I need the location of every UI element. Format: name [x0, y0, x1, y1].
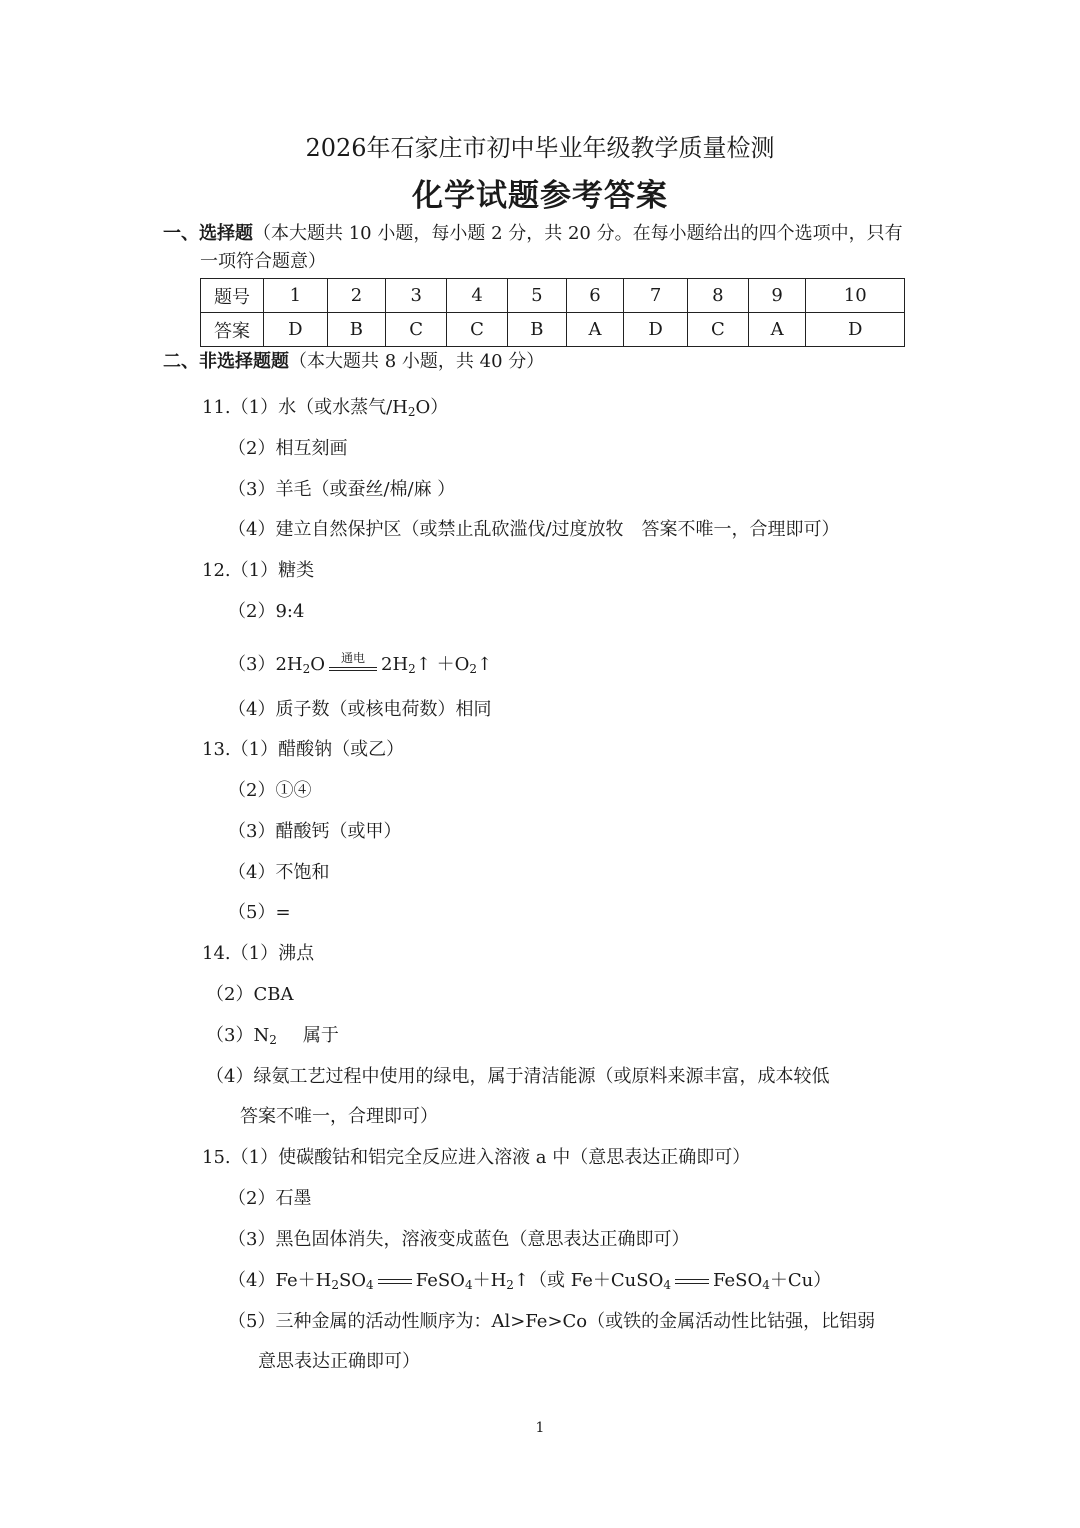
section1-heading: 一、选择题: [163, 223, 253, 244]
eq-left: （3）2H: [228, 654, 303, 675]
q11-part2: （2）相互刻画: [228, 438, 348, 459]
q14-part1: 14.（1）沸点: [202, 943, 315, 964]
section2-line: [163, 348, 544, 376]
subscript: 4: [663, 1278, 671, 1292]
q14-part3: [206, 1021, 339, 1047]
section2-heading: 二、非选择题题: [163, 351, 289, 372]
q11-part1-text-end: O）: [415, 397, 449, 418]
table-cell: 6: [566, 279, 624, 313]
table-cell: 2: [327, 279, 386, 313]
eq-text: SO: [338, 1270, 367, 1291]
equals-sign: [675, 1279, 709, 1284]
subscript: 2: [407, 405, 416, 419]
q13-part2: （2）①④: [228, 780, 312, 801]
eq-text: ＋Cu）: [769, 1270, 832, 1291]
subscript: 2: [302, 662, 311, 676]
table-cell: 1: [264, 279, 328, 313]
table-cell: D: [806, 313, 905, 347]
q13-part1: 13.（1）醋酸钠（或乙）: [202, 739, 405, 760]
subscript: 4: [464, 1278, 473, 1292]
section1-desc-line2: 一项符合题意）: [200, 251, 326, 272]
q15-part1: 15.（1）使碳酸钴和铝完全反应进入溶液 a 中（意思表达正确即可）: [202, 1147, 751, 1168]
q14-part4-line1: （4）绿氨工艺过程中使用的绿电，属于清洁能源（或原料来源丰富，成本较低: [206, 1066, 830, 1087]
subscript: 4: [366, 1278, 374, 1292]
q14-part3-text: （3）N: [206, 1025, 270, 1046]
eq-right-end: ↑: [477, 654, 493, 675]
table-row-numbers: [201, 279, 905, 313]
eq-text: ↑（或 Fe＋CuSO: [513, 1270, 664, 1291]
subscript: 4: [762, 1278, 770, 1292]
document-title: 2026年石家庄市初中毕业年级教学质量检测: [305, 134, 775, 162]
eq-text: （4）Fe＋H: [228, 1270, 332, 1291]
q13-part4: （4）不饱和: [228, 862, 330, 883]
q15-part5-line2: 意思表达正确即可）: [258, 1351, 420, 1372]
reaction-condition: 通电: [341, 650, 366, 665]
subscript: 2: [269, 1033, 277, 1047]
table-cell: 8: [687, 279, 748, 313]
q15-part5-line1: （5）三种金属的活动性顺序为：Al>Fe>Co（或铁的金属活动性比钴强，比铝弱: [228, 1311, 876, 1332]
table-cell: C: [386, 313, 447, 347]
eq-right-mid: ↑ ＋O: [415, 654, 470, 675]
q13-part5: （5）=: [228, 902, 291, 923]
subscript: 2: [331, 1278, 339, 1292]
table-row-answers: [201, 313, 905, 347]
q13-part3: （3）醋酸钙（或甲）: [228, 821, 402, 842]
table-cell: A: [566, 313, 624, 347]
q15-part2: （2）石墨: [228, 1188, 312, 1209]
section2-desc: （本大题共 8 小题，共 40 分）: [289, 351, 545, 372]
equals-sign: [378, 1279, 412, 1284]
q15-part4: [228, 1266, 831, 1292]
q11-part1: [202, 393, 448, 419]
table-cell: 7: [624, 279, 688, 313]
answer-table: [200, 278, 905, 347]
section1-line1: [163, 220, 903, 248]
q14-part2: （2）CBA: [206, 984, 294, 1005]
document-subtitle: 化学试题参考答案: [412, 178, 668, 214]
table-cell: C: [447, 313, 508, 347]
eq-text: ＋H: [472, 1270, 507, 1291]
q15-part3: （3）黑色固体消失，溶液变成蓝色（意思表达正确即可）: [228, 1229, 690, 1250]
page-number: 1: [535, 1420, 545, 1436]
eq-left-end: O: [310, 654, 326, 675]
table-cell: D: [624, 313, 688, 347]
table-cell: 5: [508, 279, 567, 313]
subscript: 2: [469, 662, 478, 676]
q14-part4-line2: 答案不唯一，合理即可）: [240, 1106, 438, 1127]
section1-desc-line1: （本大题共 10 小题，每小题 2 分，共 20 分。在每小题给出的四个选项中，只有: [253, 223, 903, 244]
eq-text: FeSO: [415, 1270, 465, 1291]
table-cell: B: [327, 313, 386, 347]
q14-part3-answer: 属于: [302, 1025, 339, 1046]
table-cell: 4: [447, 279, 508, 313]
q12-part2: （2）9:4: [228, 601, 305, 622]
table-cell: A: [748, 313, 806, 347]
equals-arrow: [329, 650, 377, 671]
eq-text: FeSO: [712, 1270, 763, 1291]
q11-part1-text: 11.（1）水（或水蒸气/H: [202, 397, 408, 418]
table-row-label: 题号: [201, 279, 264, 313]
eq-right: 2H: [381, 654, 409, 675]
table-cell: 9: [748, 279, 806, 313]
q12-part4: （4）质子数（或核电荷数）相同: [228, 699, 492, 720]
table-cell: 3: [386, 279, 447, 313]
q12-part1: 12.（1）糖类: [202, 560, 315, 581]
q11-part4: （4）建立自然保护区（或禁止乱砍滥伐/过度放牧 答案不唯一，合理即可）: [228, 519, 840, 540]
subscript: 2: [408, 662, 416, 676]
q12-part3-equation: [228, 650, 492, 676]
table-cell: C: [687, 313, 748, 347]
table-cell: D: [264, 313, 328, 347]
table-cell: B: [508, 313, 567, 347]
table-row-label: 答案: [201, 313, 264, 347]
table-cell: 10: [806, 279, 905, 313]
subscript: 2: [506, 1278, 514, 1292]
q11-part3: （3）羊毛（或蚕丝/棉/麻 ）: [228, 479, 456, 500]
